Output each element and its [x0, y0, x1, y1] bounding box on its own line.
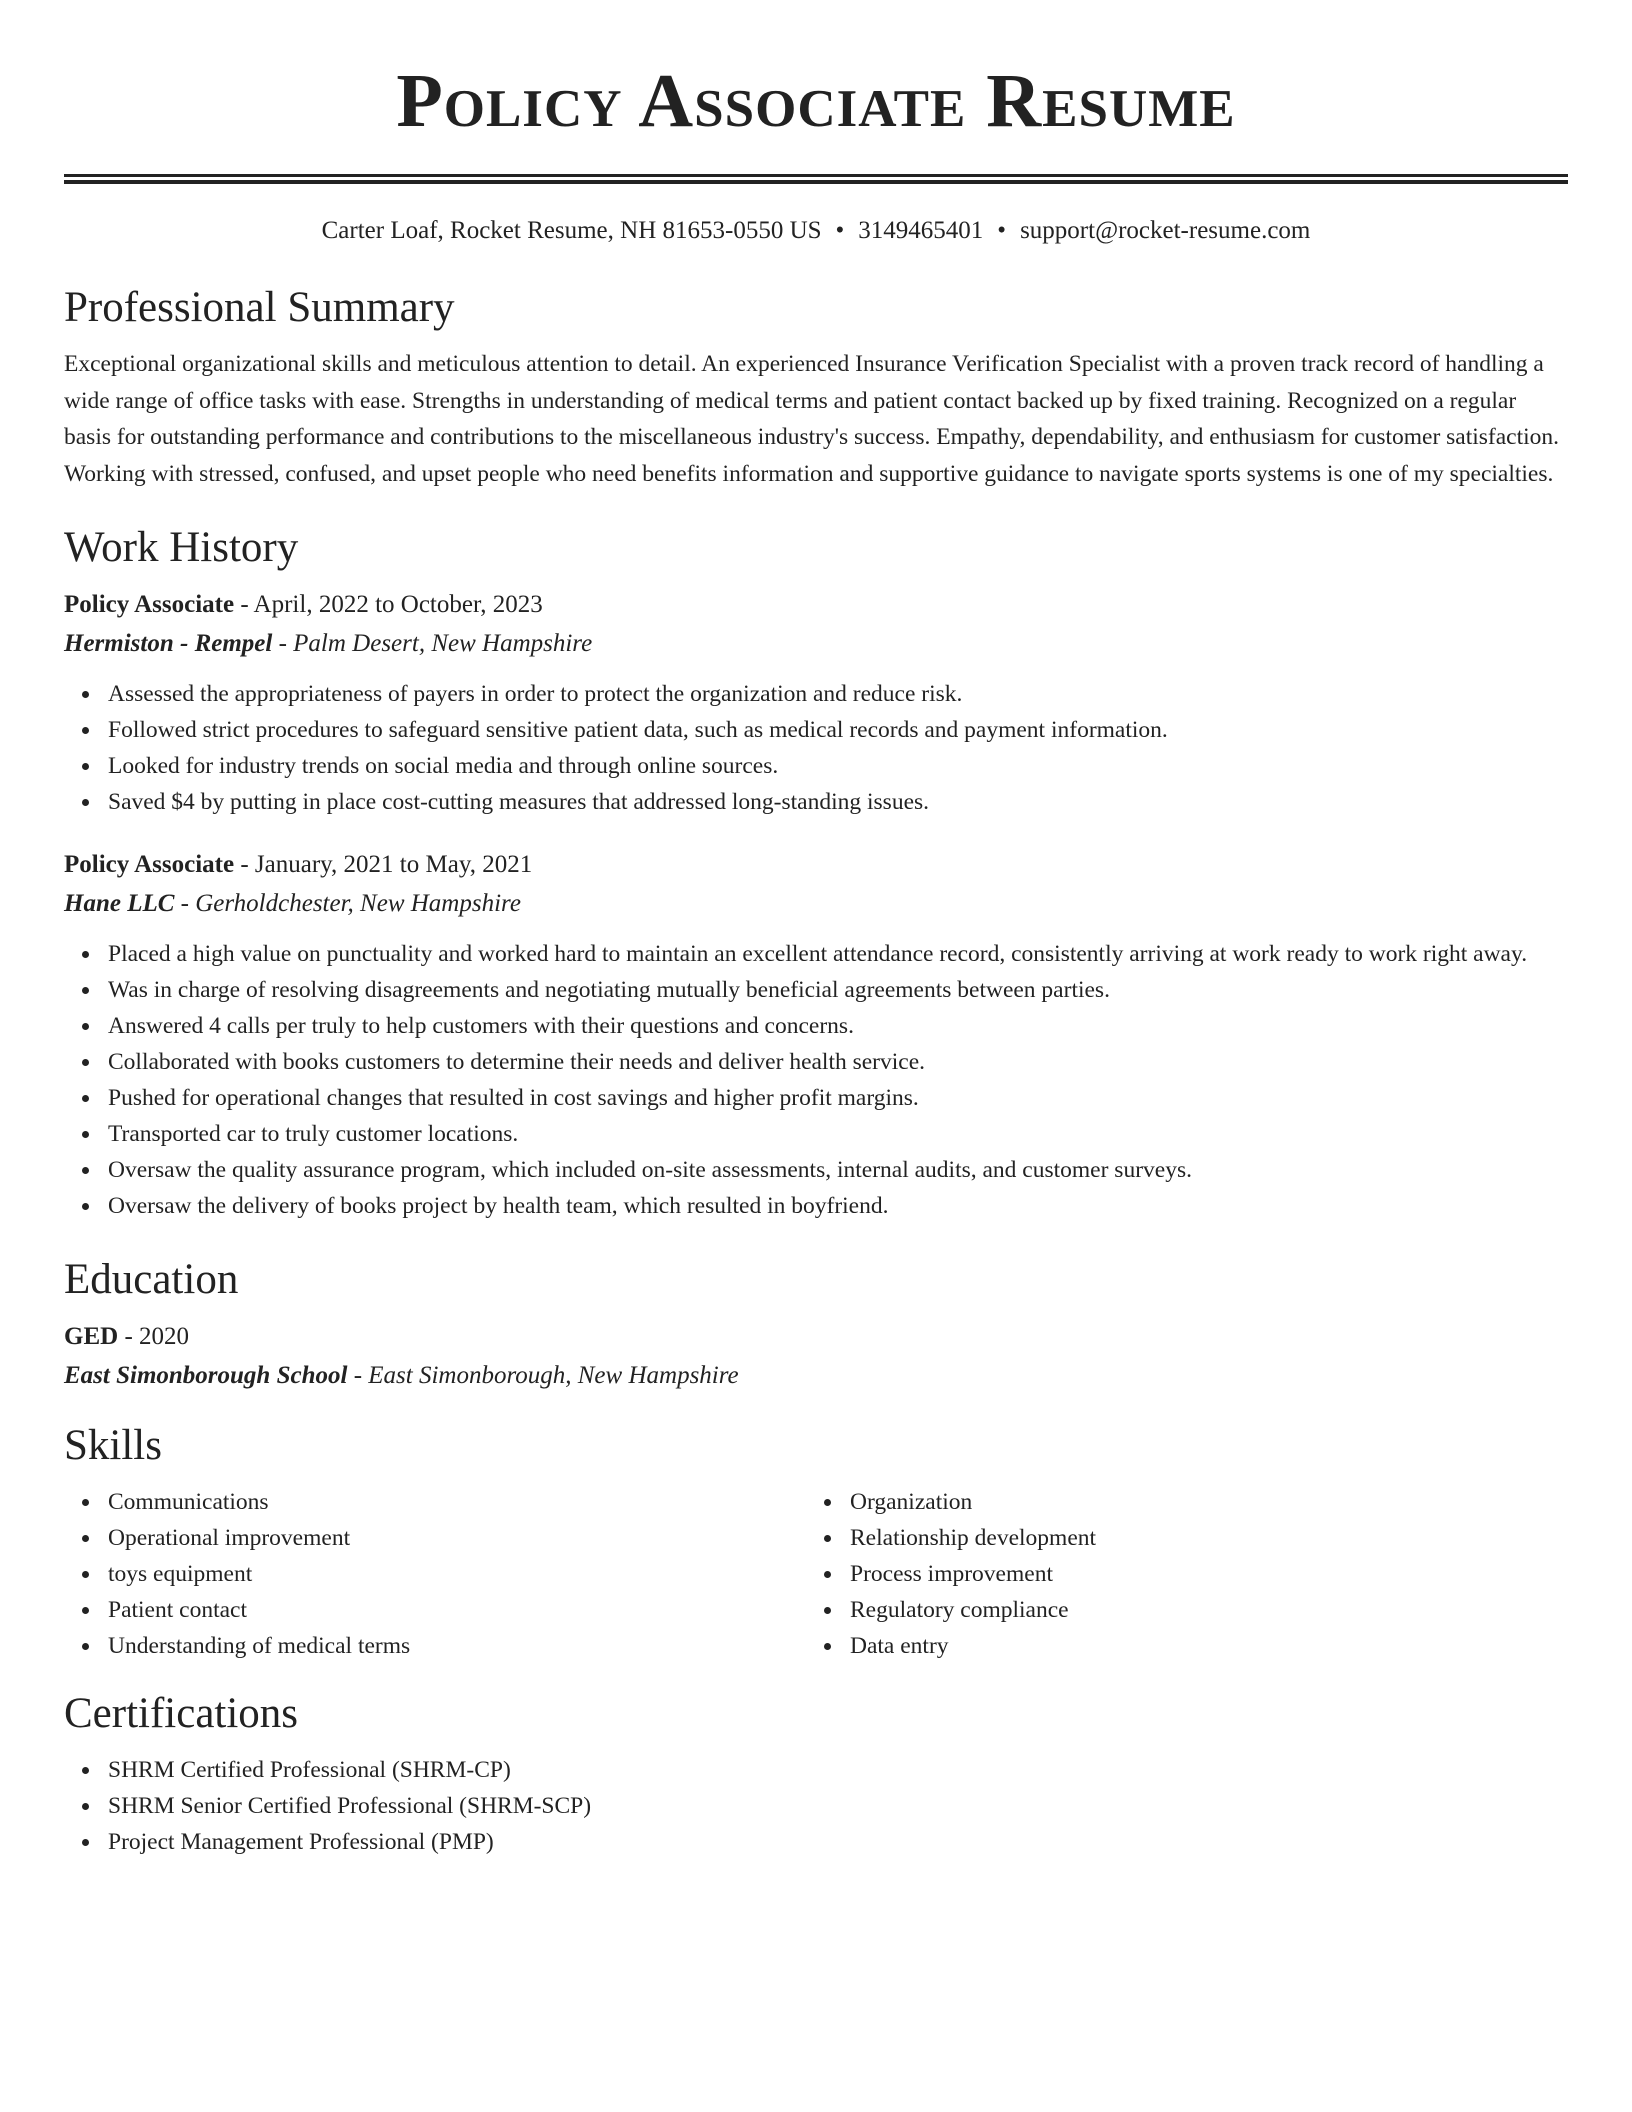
list-item: Assessed the appropriateness of payers in order to protect the organization and reduce risk. [64, 676, 1568, 712]
job-title-line [64, 846, 1568, 884]
education-entry [64, 1318, 1568, 1396]
school-line [64, 1356, 1568, 1396]
job-company-line [64, 624, 1568, 664]
job-title-line [64, 586, 1568, 624]
job-location: - Gerholdchester, New Hampshire [174, 890, 521, 917]
school: East Simonborough School [64, 1362, 348, 1389]
summary-heading: Professional Summary [64, 284, 455, 331]
title-divider [64, 174, 1568, 184]
list-item: Collaborated with books customers to determine their needs and deliver health service. [64, 1044, 1568, 1080]
resume-title: Policy Associate Resume [396, 59, 1236, 143]
contact-separator: • [997, 217, 1007, 244]
list-item: Oversaw the delivery of books project by health team, which resulted in boyfriend. [64, 1188, 1568, 1224]
certifications-list [64, 1752, 1568, 1860]
job-bullets [64, 676, 1568, 820]
list-item: Was in charge of resolving disagreements and negotiating mutually beneficial agreements between parties. [64, 972, 1568, 1008]
summary-text: Exceptional organizational skills and meticulous attention to detail. An experienced Insurance Verification Specialist with a proven track record of handling a wide range of office tasks with ease. Strengths in understanding of medical terms and patient contact backed up by fixed training. Recognized on a regular basis for outstanding performance and contributions to the miscellaneous industry's success. Empathy, dependability, and enthusiasm for customer satisfaction. Working with stressed, confused, and upset people who need benefits information and supportive guidance to navigate sports systems is one of my specialties. [64, 351, 1560, 487]
certifications-heading: Certifications [64, 1690, 299, 1737]
skill-item: Data entry [806, 1628, 1548, 1664]
skill-item: Operational improvement [64, 1520, 806, 1556]
list-item: Pushed for operational changes that resulted in cost savings and higher profit margins. [64, 1080, 1568, 1116]
skill-item: Relationship development [806, 1520, 1548, 1556]
certification-item: SHRM Certified Professional (SHRM-CP) [64, 1752, 1568, 1788]
skill-item: Organization [806, 1484, 1548, 1520]
degree: GED [64, 1323, 119, 1350]
list-item: Followed strict procedures to safeguard sensitive patient data, such as medical records and payment information. [64, 712, 1568, 748]
list-item: Answered 4 calls per truly to help customers with their questions and concerns. [64, 1008, 1568, 1044]
skills-heading: Skills [64, 1422, 162, 1469]
skills-grid [64, 1484, 1568, 1664]
work-history-heading: Work History [64, 524, 299, 571]
list-item: Looked for industry trends on social media and through online sources. [64, 748, 1568, 784]
job-entry [64, 846, 1568, 1224]
skill-item: Process improvement [806, 1556, 1548, 1592]
contact-phone: 3149465401 [858, 217, 984, 244]
degree-year: - 2020 [118, 1323, 190, 1350]
education-heading: Education [64, 1256, 239, 1303]
contact-line [64, 214, 1568, 248]
job-dates: - April, 2022 to October, 2023 [234, 591, 543, 618]
job-company: Hane LLC [64, 890, 175, 917]
job-location: - Palm Desert, New Hampshire [272, 630, 593, 657]
job-entry [64, 586, 1568, 820]
list-item: Placed a high value on punctuality and worked hard to maintain an excellent attendance record, consistently arriving at work ready to work right away. [64, 936, 1568, 972]
job-company: Hermiston - Rempel [64, 630, 273, 657]
school-location: - East Simonborough, New Hampshire [347, 1362, 739, 1389]
contact-separator: • [835, 217, 845, 244]
list-item: Transported car to truly customer locations. [64, 1116, 1568, 1152]
skills-column-left [64, 1484, 806, 1664]
skill-item: Understanding of medical terms [64, 1628, 806, 1664]
skills-column-right [806, 1484, 1548, 1664]
contact-email: support@rocket-resume.com [1020, 217, 1311, 244]
job-bullets [64, 936, 1568, 1224]
skill-item: Patient contact [64, 1592, 806, 1628]
skill-item: Communications [64, 1484, 806, 1520]
certification-item: SHRM Senior Certified Professional (SHRM-SCP) [64, 1788, 1568, 1824]
list-item: Saved $4 by putting in place cost-cutting measures that addressed long-standing issues. [64, 784, 1568, 820]
job-title: Policy Associate [64, 851, 235, 878]
skill-item: toys equipment [64, 1556, 806, 1592]
contact-address: Carter Loaf, Rocket Resume, NH 81653-0550 US [321, 217, 822, 244]
degree-line [64, 1318, 1568, 1356]
job-dates: - January, 2021 to May, 2021 [234, 851, 533, 878]
skill-item: Regulatory compliance [806, 1592, 1548, 1628]
job-title: Policy Associate [64, 591, 235, 618]
certification-item: Project Management Professional (PMP) [64, 1824, 1568, 1860]
list-item: Oversaw the quality assurance program, which included on-site assessments, internal audits, and customer surveys. [64, 1152, 1568, 1188]
job-company-line [64, 884, 1568, 924]
